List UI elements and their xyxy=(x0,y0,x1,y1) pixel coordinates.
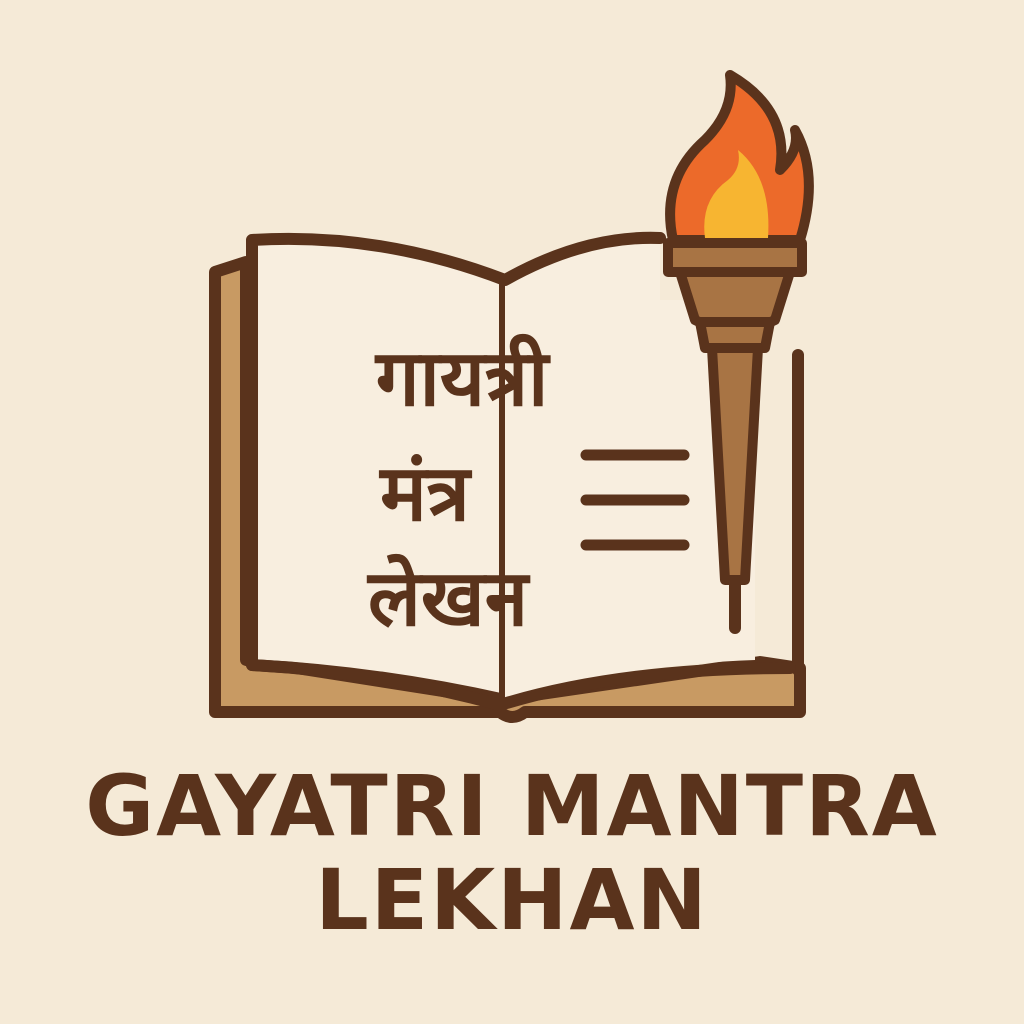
torch-handle xyxy=(712,348,758,580)
hindi-line-lekhan: लेखन xyxy=(368,554,528,644)
brand-title-line-1: GAYATRI MANTRA xyxy=(85,757,939,855)
hindi-line-gayatri: गायत्री xyxy=(375,334,549,424)
hindi-line-mantra: मंत्र xyxy=(380,449,470,539)
brand-title-line-2: LEKHAN xyxy=(315,851,709,949)
